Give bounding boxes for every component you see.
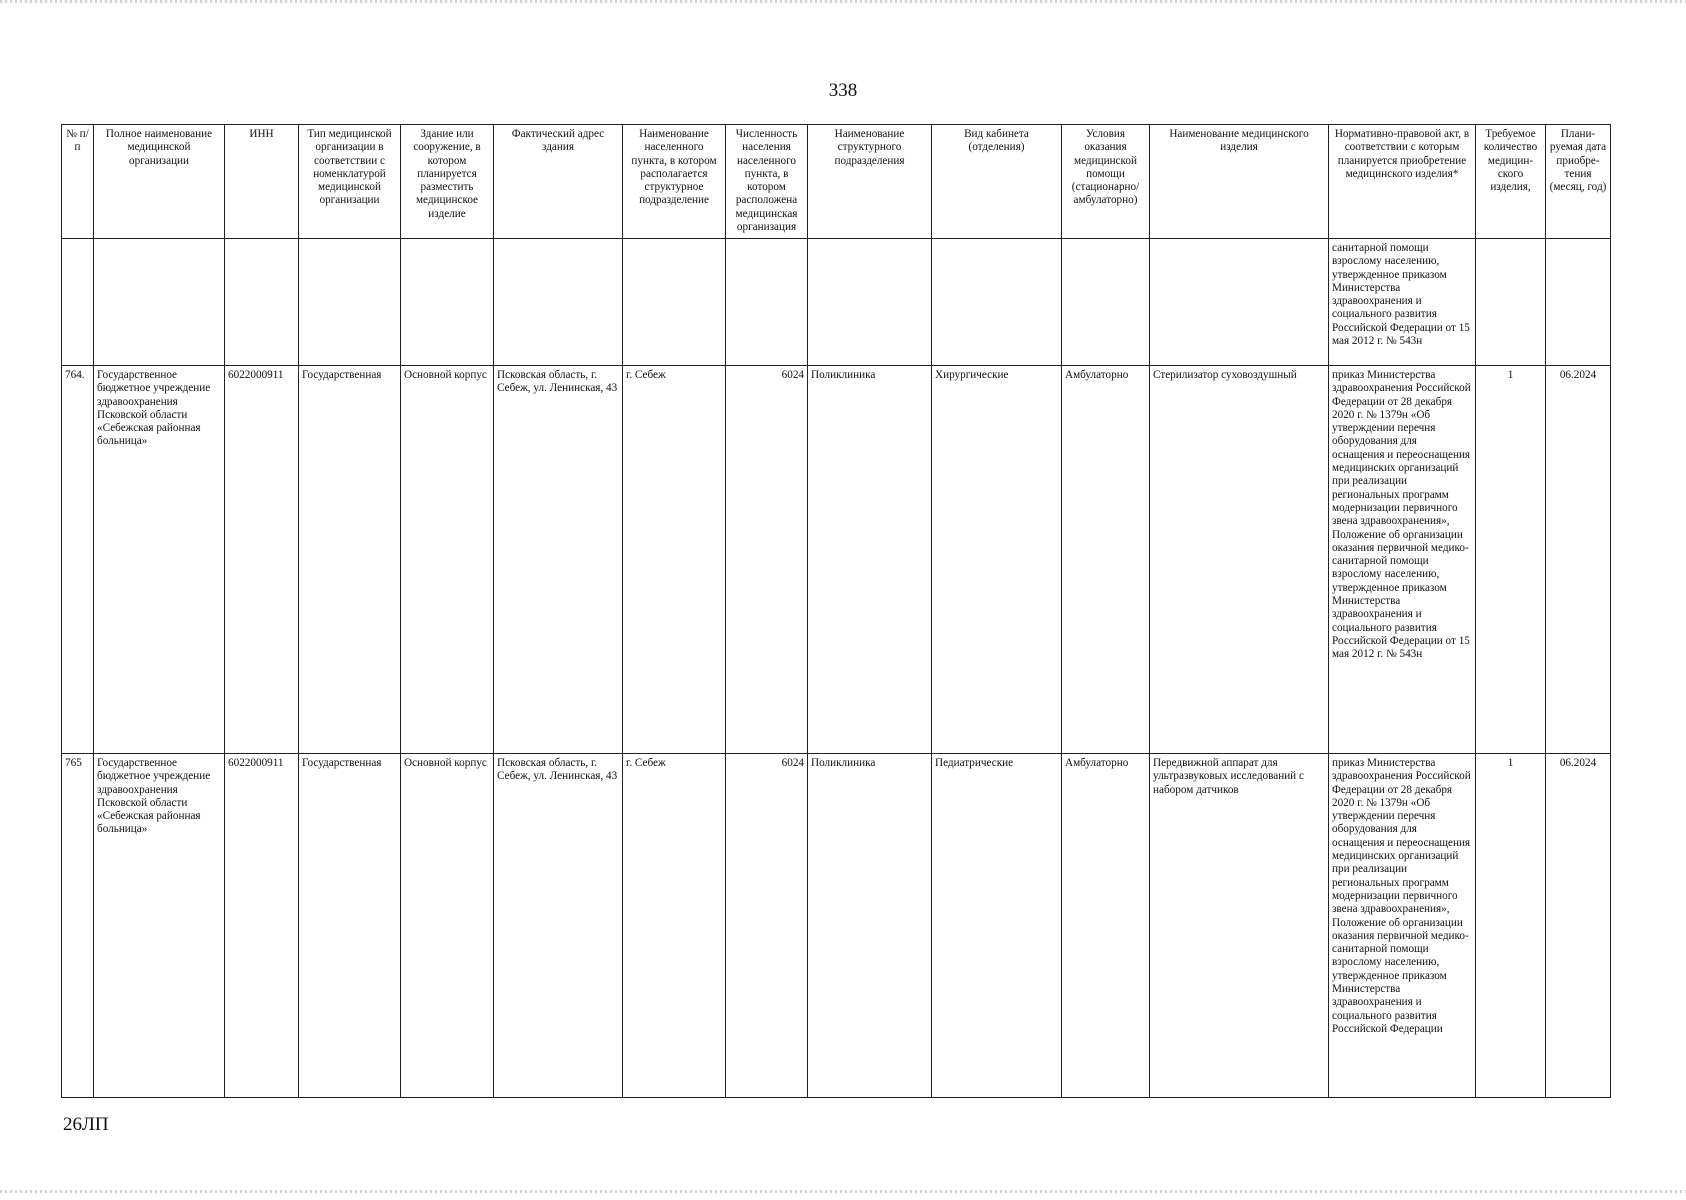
column-header-date: Плани-руемая дата приобре-тения (месяц, год) [1546, 125, 1611, 239]
cell-cabinet: Хирургические [932, 366, 1062, 754]
cell-device: Стерилизатор суховоздушный [1150, 366, 1329, 754]
column-header-unit: Наименование структурного подразделения [808, 125, 932, 239]
scan-edge-top [0, 0, 1686, 3]
act-continuation-cell: санитарной помощи взрослому населению, утвержденное приказом Министерства здравоохранения и социального развития Российской Федерации от 15 мая 2012 г. № 543н [1329, 239, 1476, 366]
cell-conditions: Амбулаторно [1062, 754, 1150, 1098]
cell-type: Государственная [299, 754, 401, 1098]
cell-act: приказ Министерства здравоохранения Российской Федерации от 28 декабря 2020 г. № 1379н «Об утверждении перечня оборудования для оснащения и переоснащения медицинских организаций при реализации региональных программ модернизации первичного звена здравоохранения», Положение об организации оказания первичной медико-санитарной помощи взрослому населению, утвержденное приказом Министерства здравоохранения и социального развития Российской Федерации от 15 мая 2012 г. № 543н [1329, 366, 1476, 754]
column-header-inn: ИНН [225, 125, 299, 239]
column-header-num: № п/п [62, 125, 94, 239]
cell-date: 06.2024 [1546, 366, 1611, 754]
cell-unit: Поликлиника [808, 754, 932, 1098]
cell-num: 765 [62, 754, 94, 1098]
cell-settlement: г. Себеж [623, 754, 726, 1098]
cell-address: Псковская область, г. Себеж, ул. Ленинская, 43 [494, 754, 623, 1098]
cell-building: Основной корпус [401, 366, 494, 754]
cell-address: Псковская область, г. Себеж, ул. Ленинская, 43 [494, 366, 623, 754]
table-row-continuation [62, 239, 1611, 366]
cell-unit: Поликлиника [808, 366, 932, 754]
cell-building: Основной корпус [401, 754, 494, 1098]
cell-cabinet: Педиатрические [932, 754, 1062, 1098]
cell-settlement: г. Себеж [623, 366, 726, 754]
table-row [62, 366, 1611, 754]
column-header-address: Фактический адрес здания [494, 125, 623, 239]
column-header-settlement: Наименование населенного пункта, в котором располагается структурное подразделение [623, 125, 726, 239]
cell-type: Государственная [299, 366, 401, 754]
cell-qty: 1 [1476, 366, 1546, 754]
cell-num: 764. [62, 366, 94, 754]
footer-code: 26ЛП [63, 1114, 109, 1135]
column-header-cabinet: Вид кабинета (отделения) [932, 125, 1062, 239]
cell-population: 6024 [726, 754, 808, 1098]
equipment-table [61, 124, 1611, 1098]
cell-inn: 6022000911 [225, 754, 299, 1098]
column-header-qty: Требуемое количество медицин-ского изделия, [1476, 125, 1546, 239]
cell-population: 6024 [726, 366, 808, 754]
table-row [62, 754, 1611, 1098]
cell-org: Государственное бюджетное учреждение здравоохранения Псковской области «Себежская районная больница» [94, 366, 225, 754]
column-header-building: Здание или сооружение, в котором планируется разместить медицинское изделие [401, 125, 494, 239]
cell-date: 06.2024 [1546, 754, 1611, 1098]
column-header-act: Нормативно-правовой акт, в соответствии с которым планируется приобретение медицинского изделия* [1329, 125, 1476, 239]
cell-inn: 6022000911 [225, 366, 299, 754]
page-number: 338 [828, 80, 858, 101]
column-header-device: Наименование медицинского изделия [1150, 125, 1329, 239]
cell-qty: 1 [1476, 754, 1546, 1098]
column-header-conditions: Условия оказания медицинской помощи (стационарно/ амбулаторно) [1062, 125, 1150, 239]
cell-org: Государственное бюджетное учреждение здравоохранения Псковской области «Себежская районная больница» [94, 754, 225, 1098]
cell-device: Передвижной аппарат для ультразвуковых исследований с набором датчиков [1150, 754, 1329, 1098]
cell-conditions: Амбулаторно [1062, 366, 1150, 754]
scan-edge-bottom [0, 1190, 1686, 1193]
table-header-row [62, 125, 1611, 239]
column-header-org: Полное наименование медицинской организации [94, 125, 225, 239]
column-header-type: Тип медицинской организации в соответствии с номенклатурой медицинской организации [299, 125, 401, 239]
column-header-population: Численность населения населенного пункта, в котором расположена медицинская организация [726, 125, 808, 239]
cell-act: приказ Министерства здравоохранения Российской Федерации от 28 декабря 2020 г. № 1379н «Об утверждении перечня оборудования для оснащения и переоснащения медицинских организаций при реализации региональных программ модернизации первичного звена здравоохранения», Положение об организации оказания первичной медико-санитарной помощи взрослому населению, утвержденное приказом Министерства здравоохранения и социального развития Российской Федерации [1329, 754, 1476, 1098]
